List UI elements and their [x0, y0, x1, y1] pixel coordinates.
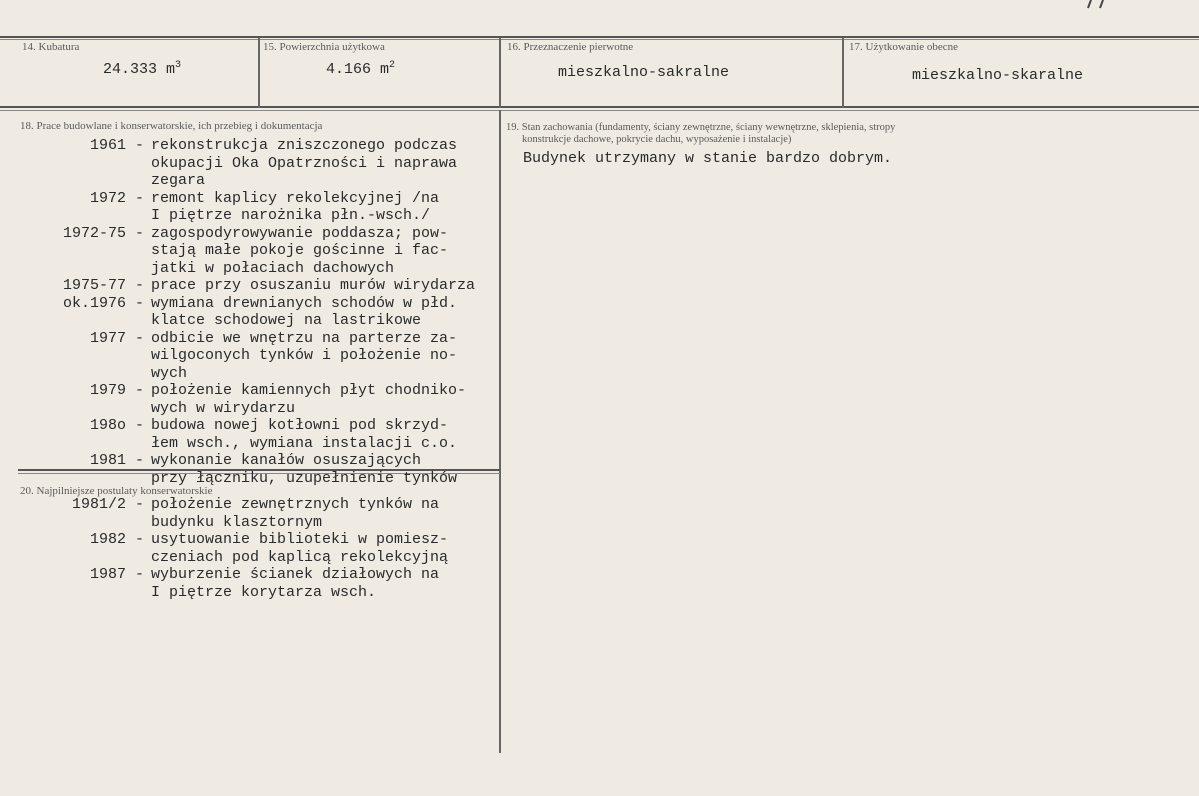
work-entry — [20, 382, 466, 400]
work-entry — [20, 277, 475, 295]
entry-text: odbicie we wnętrzu na parterze za- — [151, 329, 458, 347]
divider-16-17 — [842, 38, 844, 108]
work-entry — [20, 260, 394, 278]
work-entry — [20, 242, 448, 260]
entry-text: łem wsch., wymiana instalacji c.o. — [151, 434, 458, 452]
entry-text: wych — [151, 364, 188, 382]
entry-text: jatki w połaciach dachowych — [151, 259, 395, 277]
postulates-list — [20, 496, 500, 616]
work-entry — [20, 365, 187, 383]
field-19-value: Budynek utrzymany w stanie bardzo dobrym. — [523, 150, 893, 167]
entry-year: 1979 - — [89, 382, 144, 399]
entry-text: wymiana drewnianych schodów w płd. — [151, 294, 458, 312]
corner-mark-icon — [1085, 0, 1125, 12]
entry-text: czeniach pod kaplicą rekolekcyjną — [151, 548, 449, 566]
entry-text: przy łączniku, uzupełnienie tynków — [151, 469, 458, 487]
field-17-label: 17. Użytkowanie obecne — [849, 41, 959, 53]
entry-year: 1981 - — [89, 452, 144, 469]
work-entry — [20, 137, 457, 155]
field-14-value — [103, 60, 181, 78]
top-rule — [0, 36, 1199, 38]
postulate-entry — [20, 514, 322, 532]
entry-text: wykonanie kanałów osuszających — [151, 452, 422, 469]
postulate-entry — [20, 549, 448, 567]
entry-text: klatce schodowej na lastrikowe — [151, 312, 422, 329]
work-entry — [20, 330, 457, 348]
work-entry — [20, 155, 457, 173]
entry-year: 1975-77 - — [62, 277, 144, 294]
entry-text: budynku klasztornym — [151, 513, 323, 531]
work-entry — [20, 207, 430, 225]
entry-year: 1972-75 - — [62, 224, 144, 242]
entry-text: okupacji Oka Opatrzności i naprawa — [151, 154, 458, 172]
field-17-value: mieszkalno-skaralne — [912, 67, 1084, 84]
entry-text: wyburzenie ścianek działowych na — [151, 566, 440, 583]
cubature-value: 24.333 m — [103, 61, 176, 78]
entry-year: 1972 - — [89, 189, 144, 207]
work-entry — [20, 435, 457, 453]
field-16-value: mieszkalno-sakralne — [558, 64, 730, 81]
entry-year: ok.1976 - — [62, 294, 144, 312]
divider-14-15 — [258, 38, 260, 108]
divider-15-16 — [499, 38, 501, 108]
entry-year: 198o - — [89, 417, 144, 434]
entry-text: I piętrze narożnika płn.-wsch./ — [151, 207, 431, 224]
field-16-label: 16. Przeznaczenie pierwotne — [507, 41, 634, 53]
entry-text: wych w wirydarzu — [151, 399, 296, 417]
work-entry — [20, 190, 439, 208]
entry-text: remont kaplicy rekolekcyjnej /na — [151, 189, 440, 207]
entry-text: prace przy osuszaniu murów wirydarza — [151, 277, 476, 294]
entry-text: zegara — [151, 172, 206, 189]
work-entry — [20, 172, 205, 190]
entry-year: 1981/2 - — [71, 496, 144, 513]
top-rule-inner — [0, 39, 1199, 40]
entry-text: budowa nowej kotłowni pod skrzyd- — [151, 417, 449, 434]
work-entry — [20, 295, 457, 313]
area-unit-exponent: 2 — [389, 60, 396, 71]
field-19-label-line2: konstrukcje dachowe, pokrycie dachu, wyposażenie i instalacje) — [522, 134, 792, 145]
entry-year: 1977 - — [89, 329, 144, 347]
entry-text: położenie kamiennych płyt chodniko- — [151, 382, 467, 399]
field-18-label: 18. Prace budowlane i konserwatorskie, ich przebieg i dokumentacja — [20, 120, 323, 132]
entry-year: 1982 - — [89, 531, 144, 548]
entry-text: rekonstrukcja zniszczonego podczas — [151, 137, 458, 154]
entry-text: I piętrze korytarza wsch. — [151, 583, 377, 601]
entry-text: wilgoconych tynków i położenie no- — [151, 347, 458, 364]
field-14-label: 14. Kubatura — [22, 41, 80, 53]
works-list — [20, 137, 540, 487]
postulate-entry — [20, 566, 439, 584]
work-entry — [20, 400, 295, 418]
work-entry — [20, 452, 421, 470]
field-15-label: 15. Powierzchnia użytkowa — [263, 41, 385, 53]
field-15-value — [326, 60, 395, 78]
entry-text: usytuowanie biblioteki w pomiesz- — [151, 531, 449, 548]
postulate-entry — [20, 584, 376, 602]
entry-text: stają małe pokoje gościnne i fac- — [151, 242, 449, 259]
field-19-label-line1: 19. Stan zachowania (fundamenty, ściany zewnętrzne, ściany wewnętrzne, sklepienia, stropy — [506, 122, 896, 133]
work-entry — [20, 417, 448, 435]
area-value: 4.166 m — [326, 61, 390, 78]
row1-bottom-rule-inner — [0, 110, 1199, 111]
work-entry — [20, 225, 448, 243]
entry-year: 1961 - — [89, 137, 144, 154]
postulate-entry — [20, 496, 439, 514]
work-entry — [20, 347, 457, 365]
entry-text: położenie zewnętrznych tynków na — [151, 496, 440, 513]
postulate-entry — [20, 531, 448, 549]
cubature-unit-exponent: 3 — [175, 60, 182, 71]
row1-bottom-rule — [0, 106, 1199, 108]
entry-text: zagospodyrowywanie poddasza; pow- — [151, 224, 449, 242]
entry-year: 1987 - — [89, 566, 144, 583]
field-20-label: 20. Najpilniejsze postulaty konserwatorskie — [20, 485, 213, 497]
work-entry — [20, 312, 421, 330]
